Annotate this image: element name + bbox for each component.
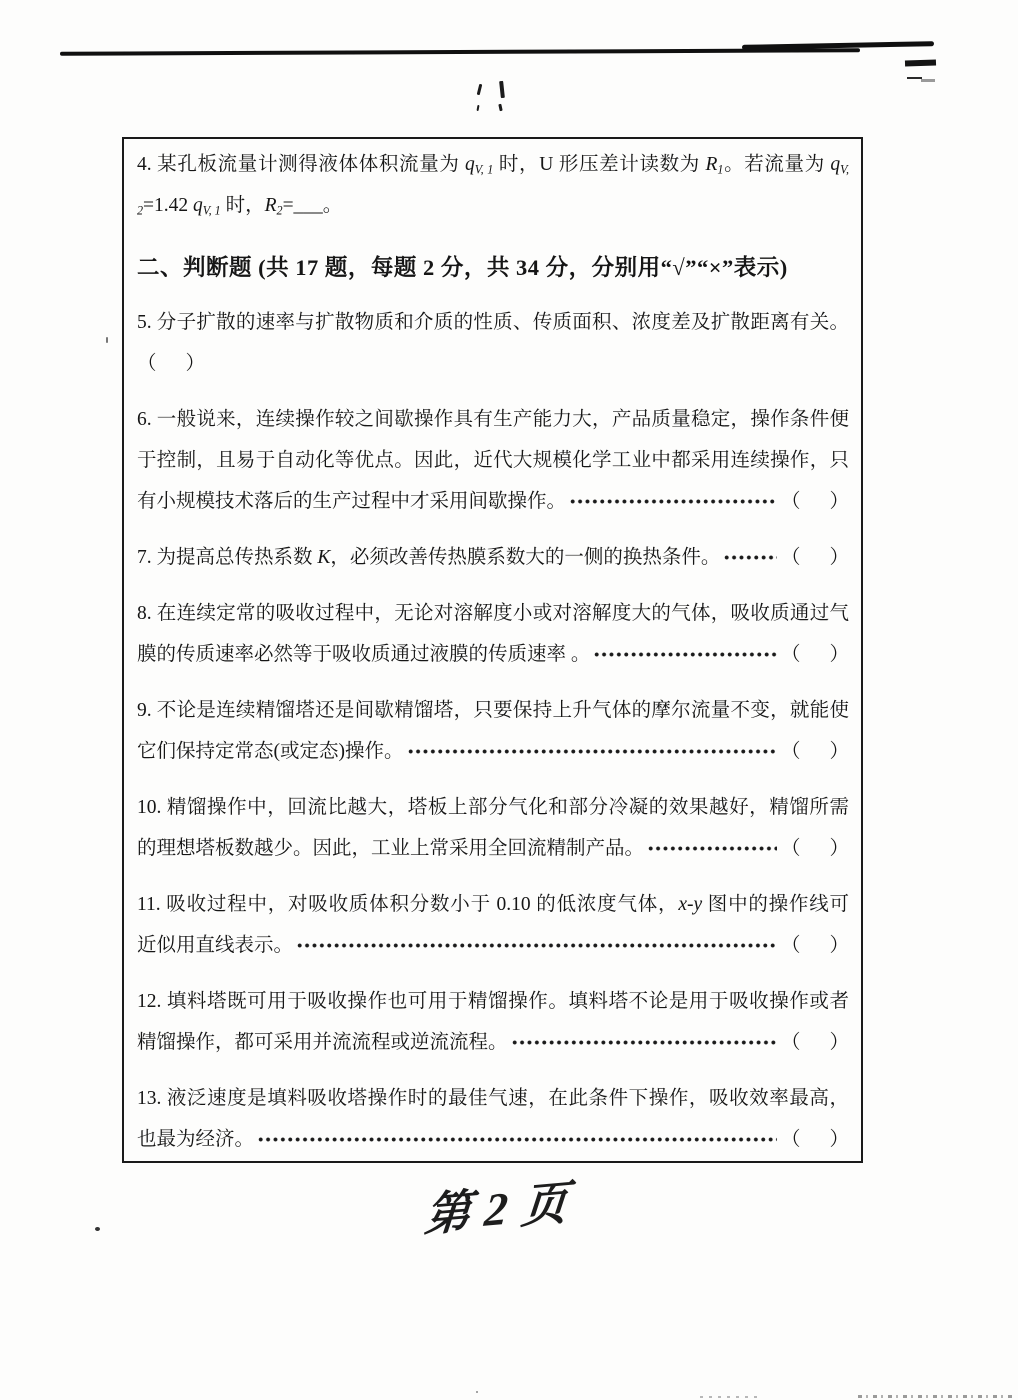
paren-open: （ bbox=[137, 353, 157, 374]
ink-speck bbox=[499, 81, 505, 98]
text-segment: 图中的操作线可 bbox=[702, 894, 849, 915]
text-segment: 6. 一般说来，连续操作较之间歇操作具有生产能力大，产品质量稳定，操作条件便 bbox=[137, 409, 849, 430]
question-line bbox=[137, 440, 849, 481]
text-segment: =1.42 bbox=[143, 195, 194, 216]
dot-leader bbox=[257, 1119, 777, 1160]
dot-leader bbox=[593, 634, 777, 675]
answer-parentheses bbox=[781, 481, 849, 522]
handwritten-page-number: 第2页 bbox=[422, 1175, 584, 1242]
variable-subscript: 2 bbox=[276, 203, 283, 218]
variable-symbol: R bbox=[264, 195, 277, 216]
question-line bbox=[137, 925, 849, 966]
variable-subscript: V, bbox=[840, 162, 849, 177]
paren-open: （ bbox=[780, 1129, 801, 1150]
question-line bbox=[137, 302, 849, 343]
text-segment: 近似用直线表示。 bbox=[137, 935, 294, 956]
text-segment: 的理想塔板数越少。因此，工业上常采用全回流精制产品。 bbox=[137, 838, 645, 859]
question-7 bbox=[137, 537, 849, 578]
scan-dash-artifact bbox=[905, 59, 936, 66]
ink-speck bbox=[476, 1391, 478, 1393]
answer-parentheses bbox=[781, 925, 849, 966]
ink-speck bbox=[95, 1227, 100, 1231]
variable-symbol: K bbox=[317, 547, 331, 568]
text-segment: ，必须改善传热膜系数大的一侧的换热条件。 bbox=[330, 547, 721, 568]
question-line bbox=[137, 343, 849, 384]
answer-parentheses bbox=[781, 731, 849, 772]
text-segment: 它们保持定常态(或定态)操作。 bbox=[137, 741, 404, 762]
paren-close: ） bbox=[829, 644, 849, 665]
variable-symbol: q bbox=[193, 195, 203, 216]
paren-close: ） bbox=[185, 353, 206, 374]
paren-open: （ bbox=[780, 547, 801, 568]
answer-parentheses bbox=[781, 537, 849, 578]
question-line bbox=[137, 787, 849, 828]
scan-dash-artifact bbox=[921, 79, 935, 82]
paren-open: （ bbox=[780, 935, 801, 956]
scan-noise-strip bbox=[858, 1395, 1014, 1398]
ink-speck bbox=[477, 84, 483, 95]
text-segment: 8. 在连续定常的吸收过程中，无论对溶解度小或对溶解度大的气体，吸收质通过气 bbox=[137, 603, 849, 624]
paren-close: ） bbox=[829, 1129, 849, 1150]
variable-symbol: x-y bbox=[678, 894, 703, 915]
question-line bbox=[137, 828, 849, 869]
question-4 bbox=[137, 144, 849, 226]
dot-leader bbox=[569, 481, 777, 522]
question-12 bbox=[137, 981, 849, 1063]
variable-subscript: 2 bbox=[137, 203, 144, 218]
section-header: 二、判断题 (共 17 题，每题 2 分，共 34 分，分别用“√”“×”表示) bbox=[137, 255, 788, 280]
answer-parentheses bbox=[137, 343, 205, 384]
question-line bbox=[137, 1078, 849, 1119]
scan-dash-artifact bbox=[907, 77, 922, 79]
scan-noise-strip bbox=[700, 1396, 760, 1398]
ink-speck bbox=[476, 105, 479, 111]
paren-close: ） bbox=[829, 547, 849, 568]
text-segment: =___。 bbox=[282, 195, 343, 216]
variable-subscript: V, 1 bbox=[202, 203, 221, 218]
question-line bbox=[137, 593, 849, 634]
paren-close: ） bbox=[829, 838, 849, 859]
text-segment: 也最为经济。 bbox=[137, 1129, 255, 1150]
question-line bbox=[137, 690, 849, 731]
question-8 bbox=[137, 593, 849, 675]
question-line bbox=[137, 981, 849, 1022]
dot-leader bbox=[511, 1022, 777, 1063]
paren-open: （ bbox=[780, 741, 801, 762]
paren-open: （ bbox=[780, 838, 801, 859]
question-line bbox=[137, 185, 849, 226]
variable-symbol: R bbox=[705, 154, 718, 175]
question-10 bbox=[137, 787, 849, 869]
question-group-fill-in bbox=[137, 144, 849, 226]
text-segment: 11. 吸收过程中，对吸收质体积分数小于 0.10 的低浓度气体， bbox=[137, 894, 679, 915]
variable-symbol: q bbox=[830, 154, 841, 175]
answer-parentheses bbox=[781, 1119, 849, 1160]
text-segment: 时， bbox=[220, 195, 265, 216]
text-segment: 10. 精馏操作中，回流比越大，塔板上部分气化和部分冷凝的效果越好，精馏所需 bbox=[137, 797, 849, 818]
answer-parentheses bbox=[781, 634, 849, 675]
exam-content-box bbox=[122, 137, 863, 1163]
answer-parentheses bbox=[781, 1022, 849, 1063]
dot-leader bbox=[296, 925, 777, 966]
dot-leader bbox=[407, 731, 777, 772]
question-line bbox=[137, 399, 849, 440]
scan-topline-artifact bbox=[60, 48, 860, 55]
text-segment: 9. 不论是连续精馏塔还是间歇精馏塔，只要保持上升气体的摩尔流量不变，就能使 bbox=[137, 700, 849, 721]
question-5 bbox=[137, 302, 849, 384]
paren-open: （ bbox=[780, 491, 801, 512]
question-line bbox=[137, 1119, 849, 1160]
variable-subscript: V, 1 bbox=[474, 162, 494, 177]
dot-leader bbox=[647, 828, 777, 869]
text-segment: 有小规模技术落后的生产过程中才采用间歇操作。 bbox=[137, 491, 567, 512]
ink-speck bbox=[106, 337, 108, 343]
text-segment: 膜的传质速率必然等于吸收质通过液膜的传质速率 。 bbox=[137, 644, 591, 665]
text-segment: 时，U 形压差计读数为 bbox=[493, 154, 706, 175]
paren-close: ） bbox=[829, 491, 849, 512]
text-segment: 于控制，且易于自动化等优点。因此，近代大规模化学工业中都采用连续操作，只 bbox=[137, 450, 849, 471]
text-segment: 13. 液泛速度是填料吸收塔操作时的最佳气速，在此条件下操作，吸收效率最高， bbox=[137, 1088, 849, 1109]
variable-subscript: 1 bbox=[717, 162, 724, 177]
paren-open: （ bbox=[780, 644, 801, 665]
text-segment: 。若流量为 bbox=[723, 154, 831, 175]
text-segment: 7. 为提高总传热系数 bbox=[137, 547, 318, 568]
variable-symbol: q bbox=[465, 154, 475, 175]
question-line bbox=[137, 634, 849, 675]
question-13 bbox=[137, 1078, 849, 1160]
paren-close: ） bbox=[829, 935, 849, 956]
question-group-true-false bbox=[137, 302, 849, 1160]
ink-speck bbox=[498, 104, 502, 111]
question-9 bbox=[137, 690, 849, 772]
question-line bbox=[137, 481, 849, 522]
text-segment: 精馏操作，都可采用并流流程或逆流流程。 bbox=[137, 1032, 508, 1053]
text-segment: 5. 分子扩散的速率与扩散物质和介质的性质、传质面积、浓度差及扩散距离有关。 bbox=[137, 312, 849, 333]
answer-parentheses bbox=[781, 828, 849, 869]
paren-close: ） bbox=[829, 1032, 849, 1053]
dot-leader bbox=[723, 537, 777, 578]
question-line bbox=[137, 537, 849, 578]
question-line bbox=[137, 1022, 849, 1063]
question-line bbox=[137, 144, 849, 185]
question-11 bbox=[137, 884, 849, 966]
question-line bbox=[137, 884, 849, 925]
question-line bbox=[137, 731, 849, 772]
paren-close: ） bbox=[829, 741, 849, 762]
paren-open: （ bbox=[780, 1032, 801, 1053]
text-segment: 12. 填料塔既可用于吸收操作也可用于精馏操作。填料塔不论是用于吸收操作或者 bbox=[137, 991, 849, 1012]
text-segment: 4. 某孔板流量计测得液体体积流量为 bbox=[137, 154, 466, 175]
question-6 bbox=[137, 399, 849, 522]
